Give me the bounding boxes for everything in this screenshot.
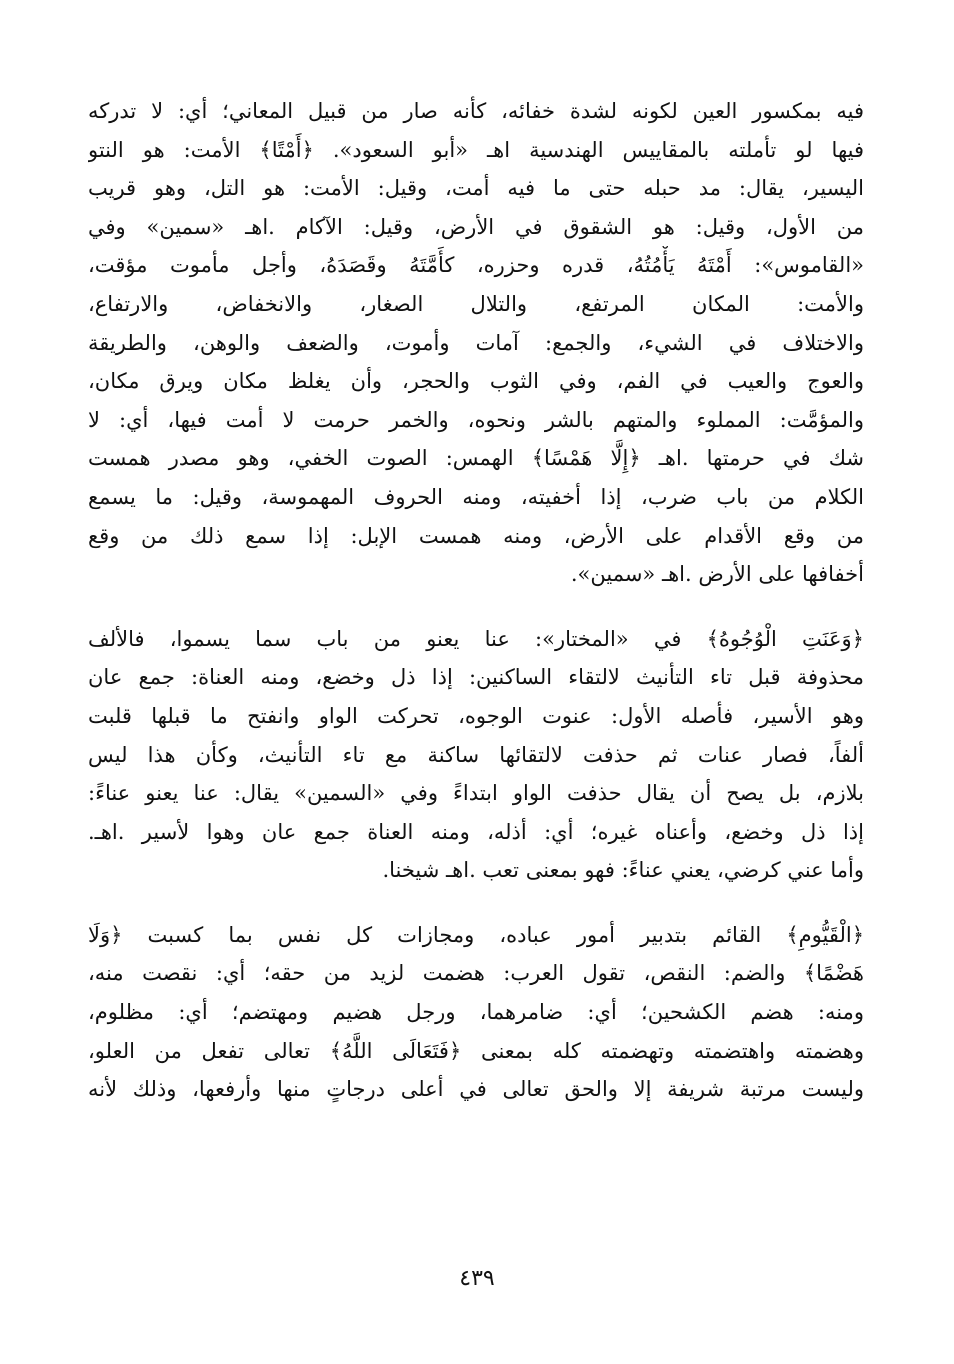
text-line: الكلام من باب ضرب، إذا أخفيته، ومنه الحروف المهموسة، وقيل: ما يسمع xyxy=(88,484,864,509)
text-line: «القاموس»: أَمْتَهُ يَأْمُتُهُ، قدره وحزره، كأَمَّتَهُ وقَصَدَهُ، وأجل مأموت مؤقت، xyxy=(88,253,864,278)
text-line: وأما عني كرضي، يعني عناءً: فهو بمعنى تعب .اهـ شيخنا. xyxy=(382,858,864,883)
text-line: ومنه: هضم الكشحين؛ أي: ضامرهما، ورجل هضيم ومهتضم؛ أي: مظلوم، xyxy=(88,1000,864,1025)
text-line: إذا ذل وخضع، وأعناه غيره؛ أي: أذله، ومنه العناة جمع عان وهوا لأسير .اهـ. xyxy=(88,819,864,844)
text-line: هَضْمًا﴾ والضم: النقص، تقول العرب: هضمت لزيد من حقه؛ أي: نقصت منه، xyxy=(88,961,864,986)
text-line: محذوفة قبل تاء التأنيث لالتقاء الساكنين: إذا ذل وخضع، ومنه العناة: جمع عان xyxy=(88,665,864,690)
text-line: وهضمته واهتضمته وتهضمته كله بمعنى ﴿فَتَعَالَى اللَّهُ﴾ تعالى تفعل من العلو، xyxy=(88,1038,864,1063)
text-line: شك في حرمتها .اهـ ﴿إِلَّا هَمْسًا﴾ الهمس: الصوت الخفي، وهو مصدر همست xyxy=(88,446,864,471)
text-line: وليست مرتبة شريفة إلا والحق تعالى في أعلى درجاتٍ منها وأرفعها، وذلك لأنه xyxy=(88,1077,864,1102)
text-line: والأمت: المكان المرتفع، والتلال الصغار، والانخفاض، والارتفاع، xyxy=(88,291,864,316)
text-line: اليسير، يقال: مد حبله حتى ما فيه أمت، وقيل: الأمت: هو التل، وهو قريب xyxy=(88,176,864,201)
text-line: من الأول، وقيل: هو الشقوق في الأرض، وقيل: الآكام .اهـ «سمين» وفي xyxy=(88,214,864,239)
paragraph-3 xyxy=(88,916,864,1109)
text-line: بلازم، بل يصح أن يقال حذفت الواو ابتداءً وفي «السمين» يقال: عنا يعنو عناءً: xyxy=(88,781,864,806)
paragraph-1 xyxy=(88,92,864,594)
text-line: فيه بمكسور العين لكونه لشدة خفائه، كأنه صار من قبيل المعاني؛ أي: لا تدركه xyxy=(88,99,864,123)
text-line: والعوج والعيب في الفم، وفي الثوب والحجر، وأن يغلظ مكان ويرق مكان، xyxy=(88,369,864,394)
text-line: ألفاً، فصار عنات ثم حذفت لالتقائها ساكنة مع تاء التأنيث، وكأن هذا ليس xyxy=(88,742,864,767)
text-line: أخفافها على الأرض .اهـ «سمين». xyxy=(570,562,864,587)
text-line: فيها لو تأملته بالمقاييس الهندسية اهـ «أبو السعود». ﴿أَمْتًا﴾ الأمت: هو النتو xyxy=(88,137,864,162)
text-line: والاختلاف في الشيء، والجمع: آمات وأموت، والضعف والوهن، والطريقة xyxy=(88,330,864,355)
document-page xyxy=(88,92,864,1109)
text-line: من وقع الأقدام على الأرض، ومنه همست الإبل: إذا سمع ذلك من وقع xyxy=(88,523,864,548)
text-line: والمؤمَّت: المملوء والمتهم بالشر ونحوه، والخمر حرمت لا أمت فيها، أي: لا xyxy=(88,407,864,432)
text-line: ﴿الْقَيُّومِ﴾ القائم بتدبير أمور عباده، ومجازات كل نفس بما كسبت ﴿وَلَا xyxy=(88,922,864,947)
text-line: ﴿وَعَنَتِ الْوُجُوهُ﴾ في «المختار»: عنا يعنو من باب سما يسموا، فالألف xyxy=(88,626,864,651)
page-number: ٤٣٩ xyxy=(459,1266,495,1291)
text-line: وهو الأسير، فأصله الأول: عنوت الوجوه، تحركت الواو وانفتح ما قبلها قلبت xyxy=(88,703,864,728)
paragraph-2 xyxy=(88,620,864,890)
